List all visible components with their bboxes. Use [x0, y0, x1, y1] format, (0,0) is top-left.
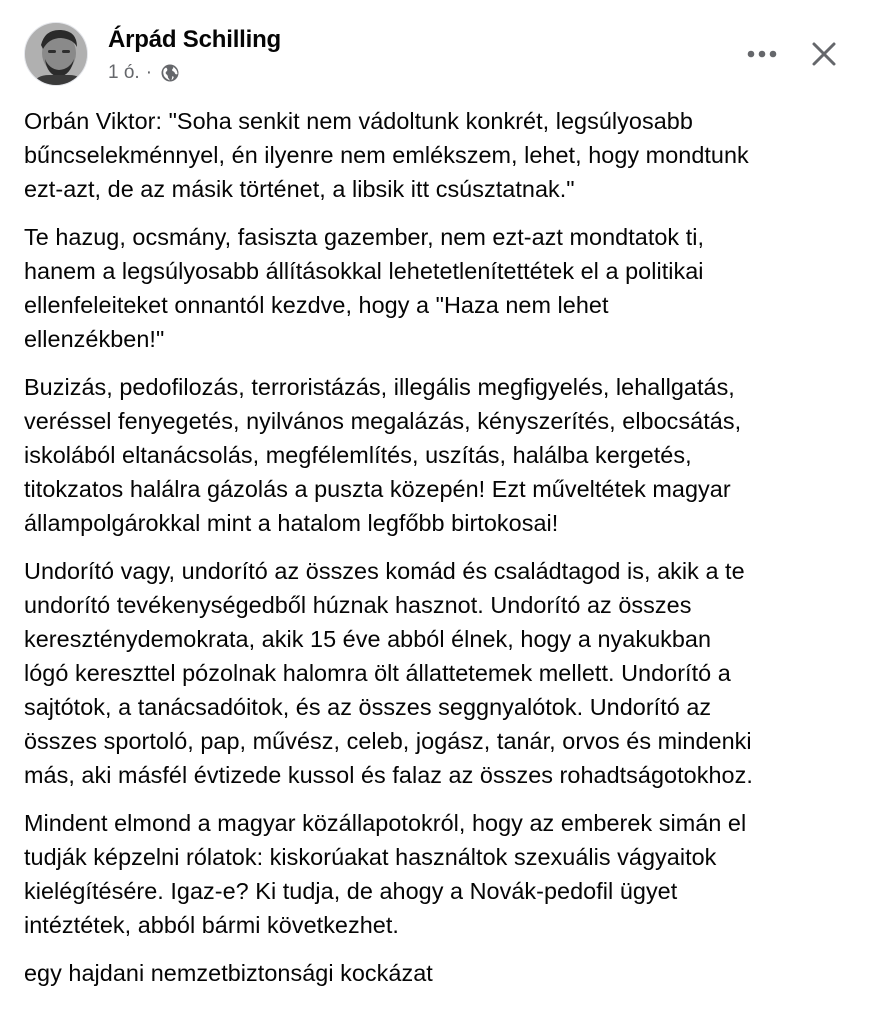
author-name[interactable]: Árpád Schilling [108, 26, 282, 53]
post-header [24, 22, 855, 92]
post-paragraph-3: Buzizás, pedofilozás, terroristázás, illegális megfigyelés, lehallgatás, veréssel fenyegetés, nyilvános megalázás, kényszerítés, elbocsátás, iskolából eltanácsolás, megfélemlítés, uszítás, halálba kergetés, titokzatos halálra gázolás a puszta közepén! Ezt műveltétek magyar állampolgárokkal mint a hatalom legfőbb birtokosai! [24, 374, 742, 536]
avatar-photo-icon [25, 23, 88, 86]
close-button[interactable] [802, 32, 846, 76]
meta-separator: · [145, 62, 153, 83]
post-paragraph-1: Orbán Viktor: "Soha senkit nem vádoltunk konkrét, legsúlyosabb bűncselekménnyel, én ilyenre nem emlékszem, lehet, hogy mondtunk ezt-azt, de az másik történet, a libsik itt csúsztatnak." [24, 108, 749, 202]
post-text [24, 104, 860, 1004]
post-time[interactable]: 1 ó. [108, 62, 140, 83]
more-horizontal-icon [747, 50, 777, 58]
avatar[interactable] [24, 22, 88, 86]
more-options-button[interactable] [740, 32, 784, 76]
globe-icon[interactable] [160, 63, 180, 83]
post-paragraph-4: Undorító vagy, undorító az összes komád és családtagod is, akik a te undorító tevékenységedből húznak hasznot. Undorító az összes kereszténydemokrata, akik 15 éve abból élnek, hogy a nyakukban lógó kereszttel pózolnak halomra ölt állattetemek mellett. Undorító a sajtótok, a tanácsadóitok, és az összes seggnyalótok. Undorító az összes sportoló, pap, művész, celeb, jogász, tanár, orvos és mindenki más, aki másfél évtizede kussol és falaz az összes rohadtságotokhoz. [24, 558, 753, 788]
post-paragraph-5: Mindent elmond a magyar közállapotokról, hogy az emberek simán el tudják képzelni rólatok: kiskorúakat használtok szexuális vágyaitok kielégítésére. Igaz-e? Ki tudja, de ahogy a Novák-pedofil ügyet intéztétek, abból bármi következhet. [24, 810, 747, 938]
post-paragraph-6: egy hajdani nemzetbiztonsági kockázat [24, 960, 433, 986]
close-icon [811, 41, 837, 67]
post-meta [108, 62, 180, 84]
post-paragraph-2: Te hazug, ocsmány, fasiszta gazember, nem ezt-azt mondtatok ti, hanem a legsúlyosabb állításokkal lehetetlenítettétek el a politikai ellenfeleiteket onnantól kezdve, hogy a "Haza nem lehet ellenzékben!" [24, 224, 705, 352]
